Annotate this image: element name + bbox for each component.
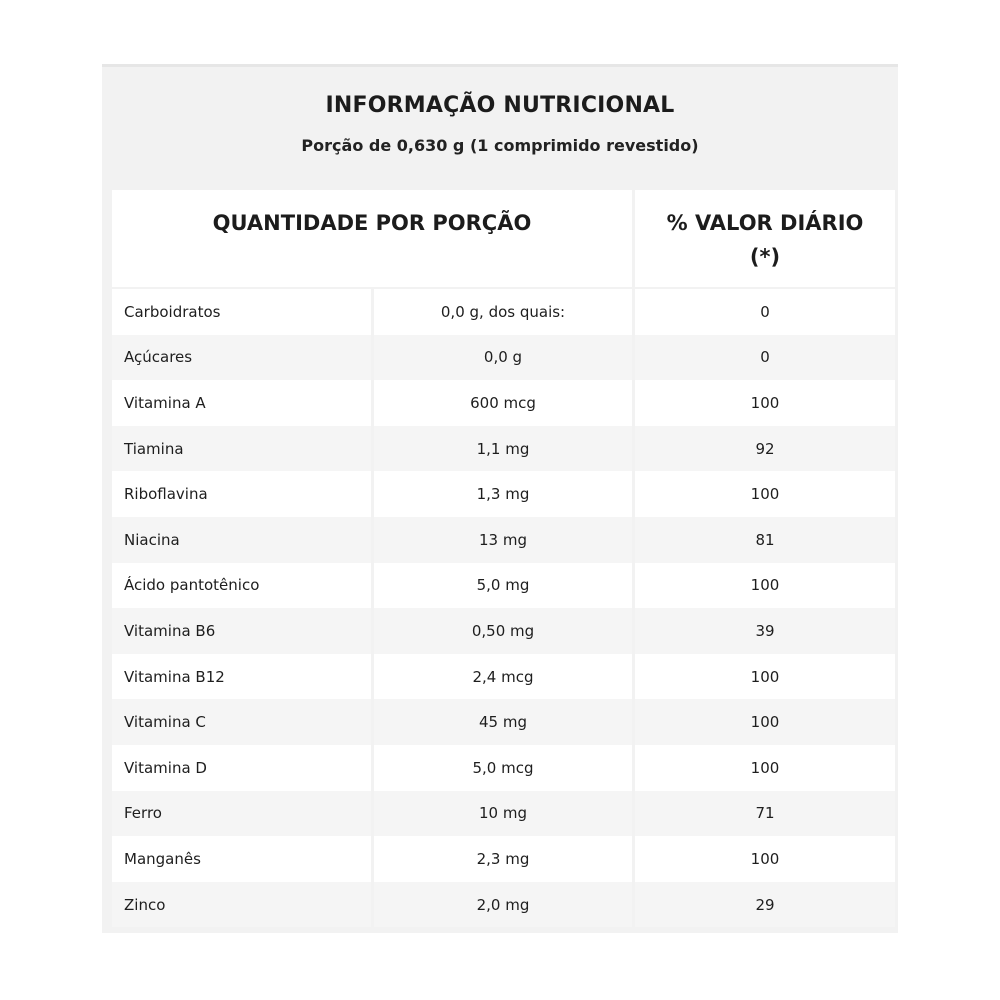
nutrient-amount: 600 mcg — [374, 380, 632, 426]
table-row — [112, 745, 898, 791]
nutrient-amount: 0,0 g — [374, 335, 632, 381]
table-row — [112, 289, 898, 335]
nutrient-amount: 0,0 g, dos quais: — [374, 289, 632, 335]
nutrient-daily-value: 81 — [635, 517, 895, 563]
column-header-row — [112, 190, 898, 287]
table-row — [112, 699, 898, 745]
nutrient-amount: 10 mg — [374, 791, 632, 837]
nutrient-daily-value: 0 — [635, 335, 895, 381]
daily-value-header-line2: (*) — [749, 245, 781, 269]
nutrient-amount: 1,3 mg — [374, 471, 632, 517]
nutrient-amount: 45 mg — [374, 699, 632, 745]
nutrient-name: Niacina — [112, 517, 371, 563]
serving-size: Porção de 0,630 g (1 comprimido revestido) — [301, 136, 699, 155]
daily-value-header-line1: % VALOR DIÁRIO — [666, 211, 864, 235]
nutrient-daily-value: 100 — [635, 699, 895, 745]
nutrient-rows — [112, 289, 898, 933]
quantity-header: QUANTIDADE POR PORÇÃO — [112, 190, 632, 287]
nutrient-daily-value: 100 — [635, 654, 895, 700]
nutrient-daily-value: 92 — [635, 426, 895, 472]
nutrient-amount: 2,0 mg — [374, 882, 632, 928]
nutrient-daily-value: 0 — [635, 289, 895, 335]
nutrient-name: Vitamina A — [112, 380, 371, 426]
nutrient-name: Carboidratos — [112, 289, 371, 335]
nutrient-amount: 5,0 mcg — [374, 745, 632, 791]
nutrient-name: Riboflavina — [112, 471, 371, 517]
nutrient-name: Vitamina D — [112, 745, 371, 791]
nutrient-daily-value: 29 — [635, 882, 895, 928]
nutrient-daily-value: 100 — [635, 380, 895, 426]
nutrient-daily-value: 100 — [635, 836, 895, 882]
nutrient-amount: 2,4 mcg — [374, 654, 632, 700]
daily-value-header — [635, 190, 895, 287]
nutrient-name: Tiamina — [112, 426, 371, 472]
nutrient-daily-value: 100 — [635, 745, 895, 791]
nutrient-name: Zinco — [112, 882, 371, 928]
table-title: INFORMAÇÃO NUTRICIONAL — [325, 93, 675, 118]
nutrient-amount: 2,3 mg — [374, 836, 632, 882]
nutrient-amount: 1,1 mg — [374, 426, 632, 472]
table-row — [112, 791, 898, 837]
nutrient-daily-value: 100 — [635, 471, 895, 517]
nutrient-amount: 0,50 mg — [374, 608, 632, 654]
nutrient-name: Açúcares — [112, 335, 371, 381]
nutrient-daily-value: 100 — [635, 563, 895, 609]
table-row — [112, 517, 898, 563]
table-row — [112, 882, 898, 928]
nutrient-daily-value: 71 — [635, 791, 895, 837]
table-row — [112, 335, 898, 381]
nutrient-name: Vitamina C — [112, 699, 371, 745]
table-row — [112, 563, 898, 609]
table-row — [112, 471, 898, 517]
nutrient-amount: 13 mg — [374, 517, 632, 563]
nutrient-name: Vitamina B12 — [112, 654, 371, 700]
nutrient-daily-value: 39 — [635, 608, 895, 654]
nutrient-name: Ácido pantotênico — [112, 563, 371, 609]
title-block — [102, 67, 898, 190]
table-row — [112, 426, 898, 472]
nutrition-table — [102, 64, 898, 933]
nutrient-amount: 5,0 mg — [374, 563, 632, 609]
nutrient-name: Manganês — [112, 836, 371, 882]
table-row — [112, 608, 898, 654]
table-row — [112, 380, 898, 426]
table-row — [112, 836, 898, 882]
nutrient-name: Ferro — [112, 791, 371, 837]
table-row — [112, 654, 898, 700]
nutrient-name: Vitamina B6 — [112, 608, 371, 654]
